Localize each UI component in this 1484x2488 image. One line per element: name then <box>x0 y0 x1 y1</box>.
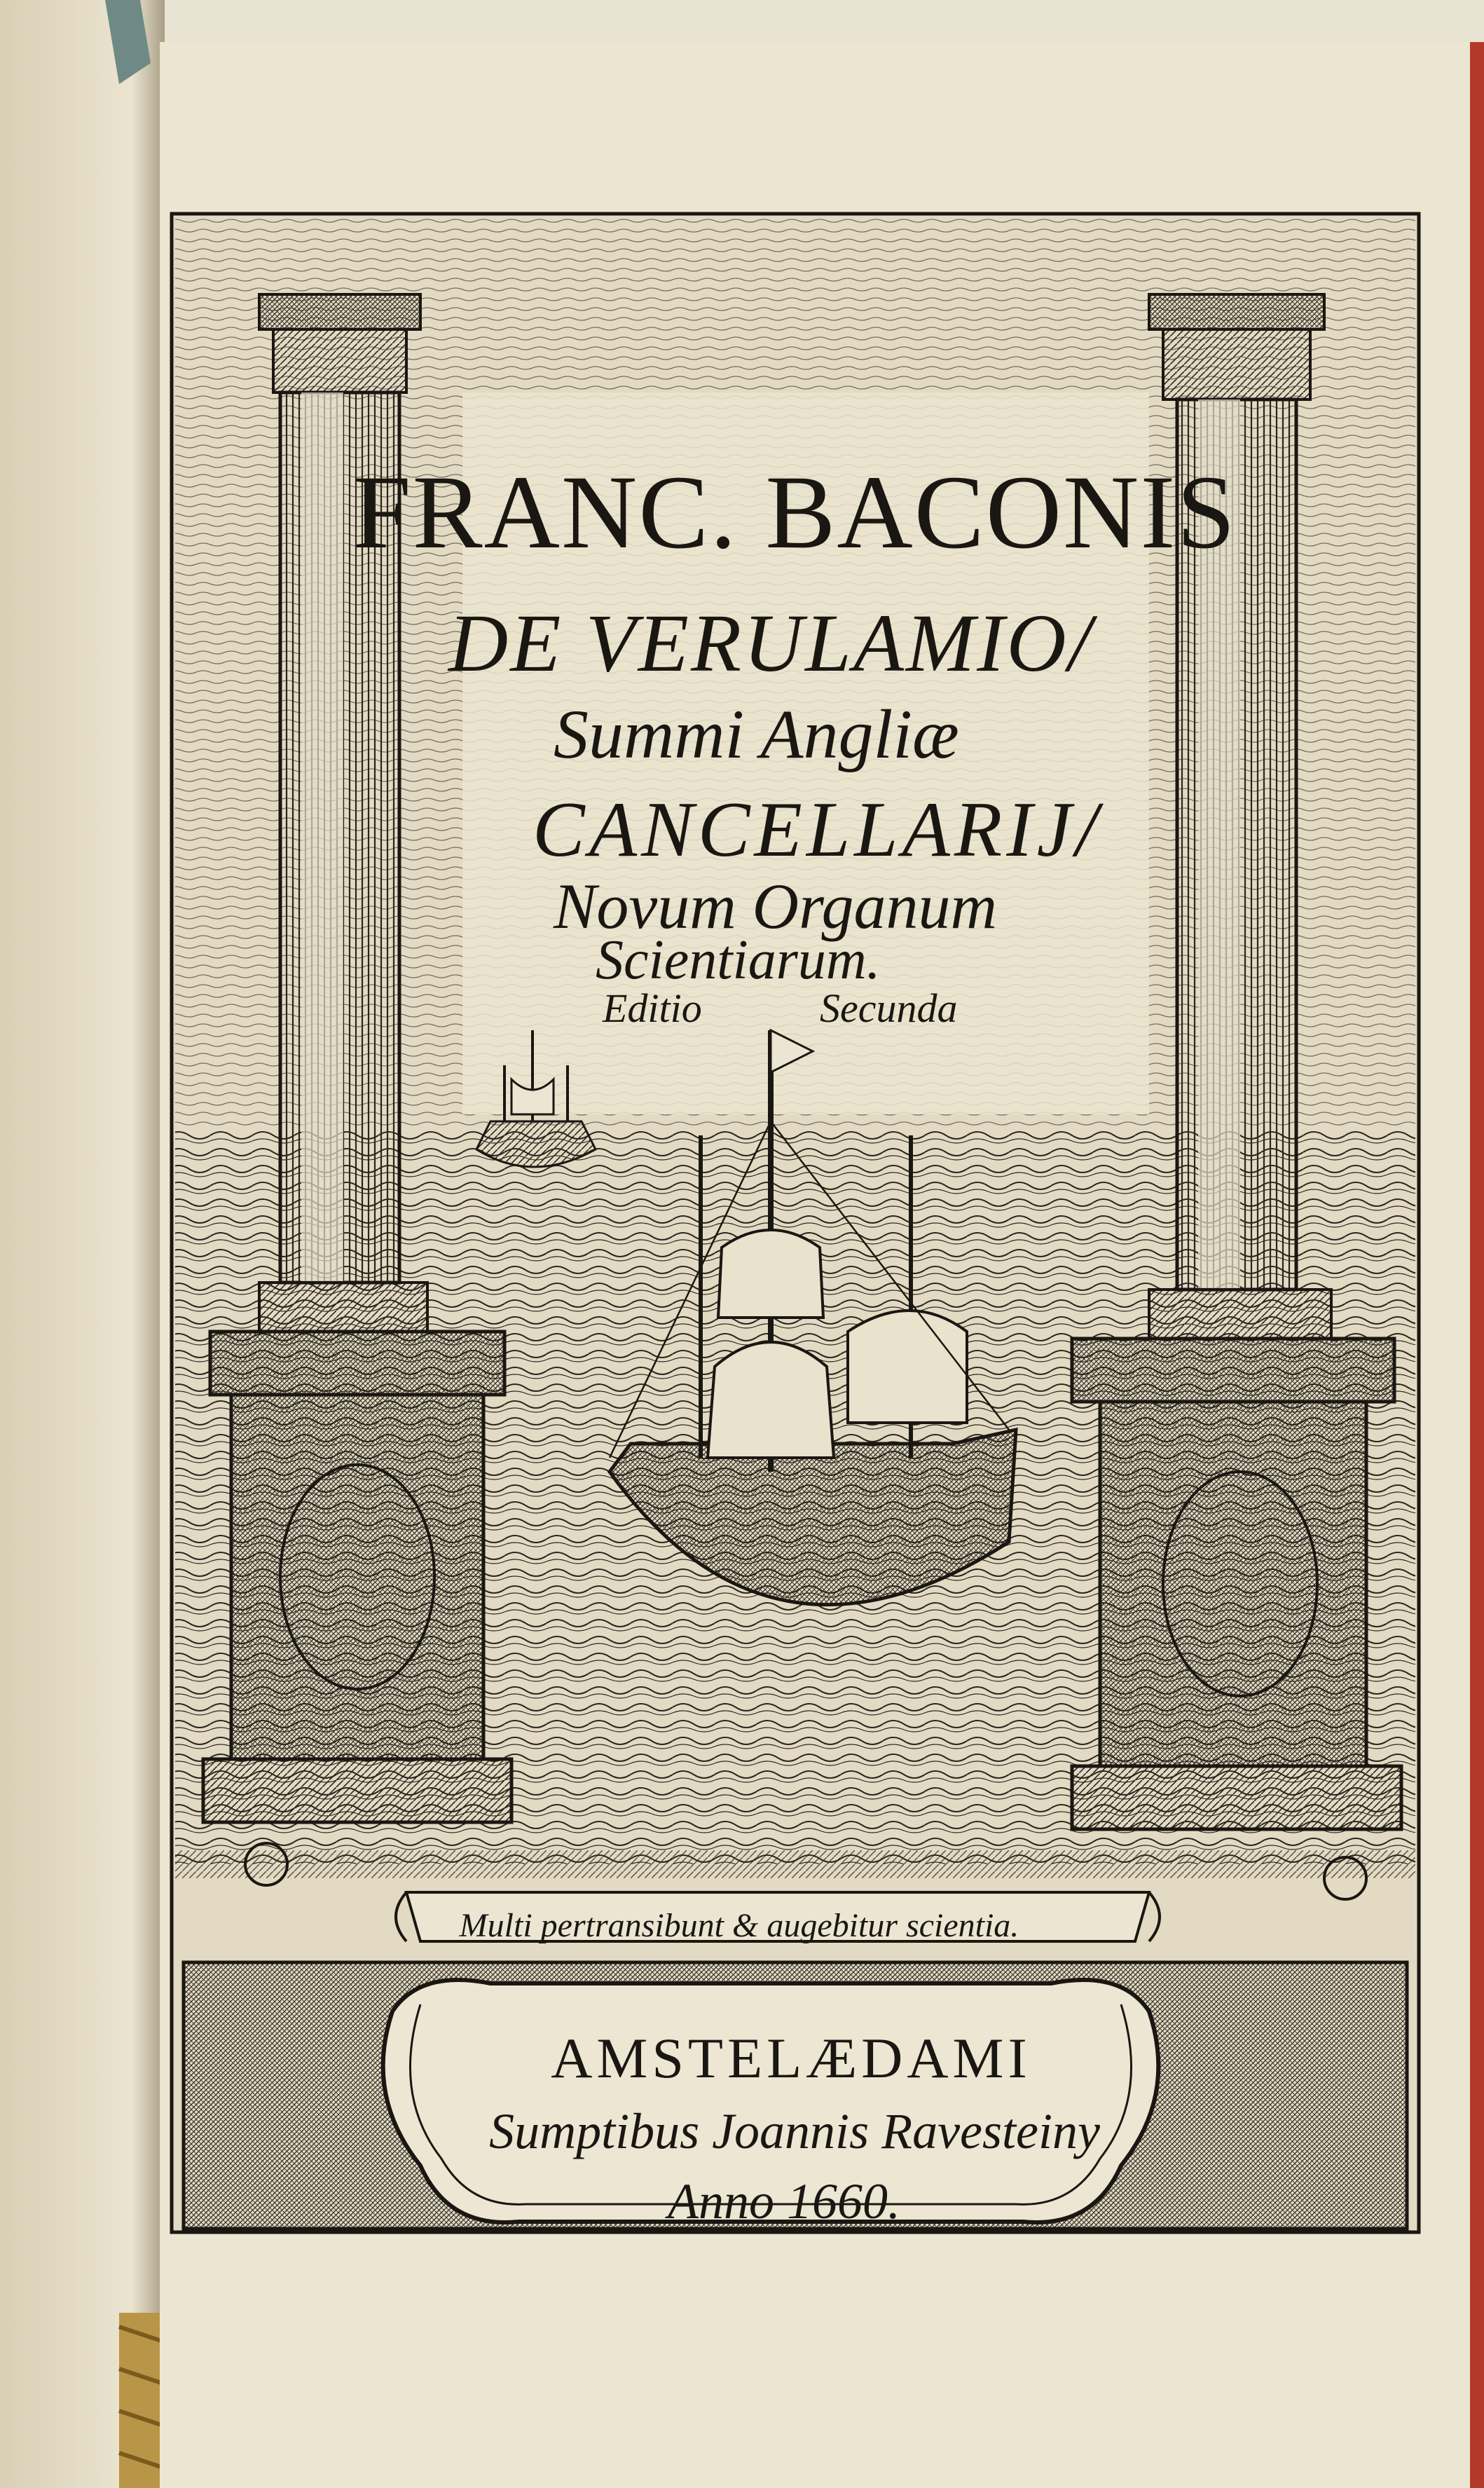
imprint-place: AMSTELÆDAMI <box>551 2026 1031 2090</box>
title-work-2: Scientiarum. <box>596 929 881 991</box>
imprint-publisher: Sumptibus Joannis Ravesteiny <box>489 2103 1100 2159</box>
edition-word-1: Editio <box>603 985 702 1031</box>
edition-word-2: Secunda <box>820 985 958 1031</box>
motto-text: Multi pertransibunt & augebitur scientia. <box>459 1907 1019 1944</box>
title-line-3: Summi Angliæ <box>554 695 959 773</box>
title-line-2: DE VERULAMIO/ <box>448 597 1094 689</box>
title-work: Novum Organum <box>554 870 997 942</box>
title-line-4: CANCELLARIJ/ <box>533 786 1102 873</box>
imprint-year: Anno 1660. <box>668 2173 900 2229</box>
title-author: FRANC. BACONIS <box>352 454 1237 570</box>
